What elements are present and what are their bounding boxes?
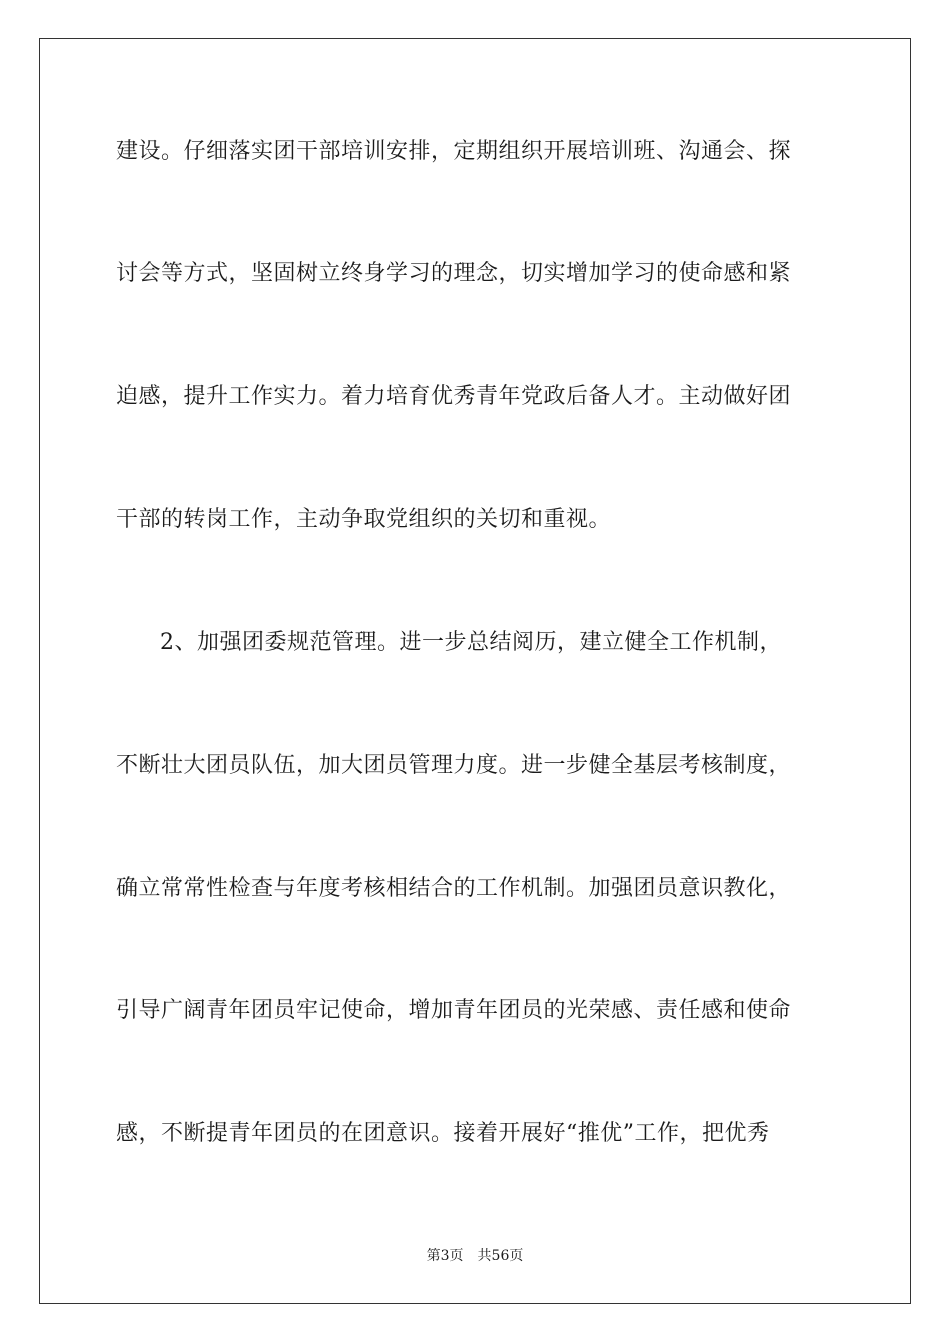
body-text-line: 不断壮大团员队伍，加大团员管理力度。进一步健全基层考核制度，: [116, 753, 792, 778]
body-text-line: 引导广阔青年团员牢记使命，增加青年团员的光荣感、责任感和使命: [116, 998, 792, 1023]
body-text-line: 干部的转岗工作，主动争取党组织的关切和重视。: [116, 507, 612, 532]
body-text-line: 2、加强团委规范管理。进一步总结阅历，建立健全工作机制，: [160, 630, 782, 655]
page-border: [39, 38, 911, 1304]
body-text-line: 感，不断提青年团员的在团意识。接着开展好“推优”工作，把优秀: [116, 1121, 770, 1146]
body-text-line: 确立常常性检查与年度考核相结合的工作机制。加强团员意识教化，: [116, 876, 792, 901]
body-text-line: 建设。仔细落实团干部培训安排，定期组织开展培训班、沟通会、探: [116, 139, 792, 164]
body-text-line: 讨会等方式，坚固树立终身学习的理念，切实增加学习的使命感和紧: [116, 261, 792, 286]
page-footer: [0, 1247, 950, 1265]
page-number: 第3页: [426, 1248, 464, 1264]
page-total: 共56页: [477, 1248, 524, 1264]
body-text-line: 迫感，提升工作实力。着力培育优秀青年党政后备人才。主动做好团: [116, 384, 792, 409]
